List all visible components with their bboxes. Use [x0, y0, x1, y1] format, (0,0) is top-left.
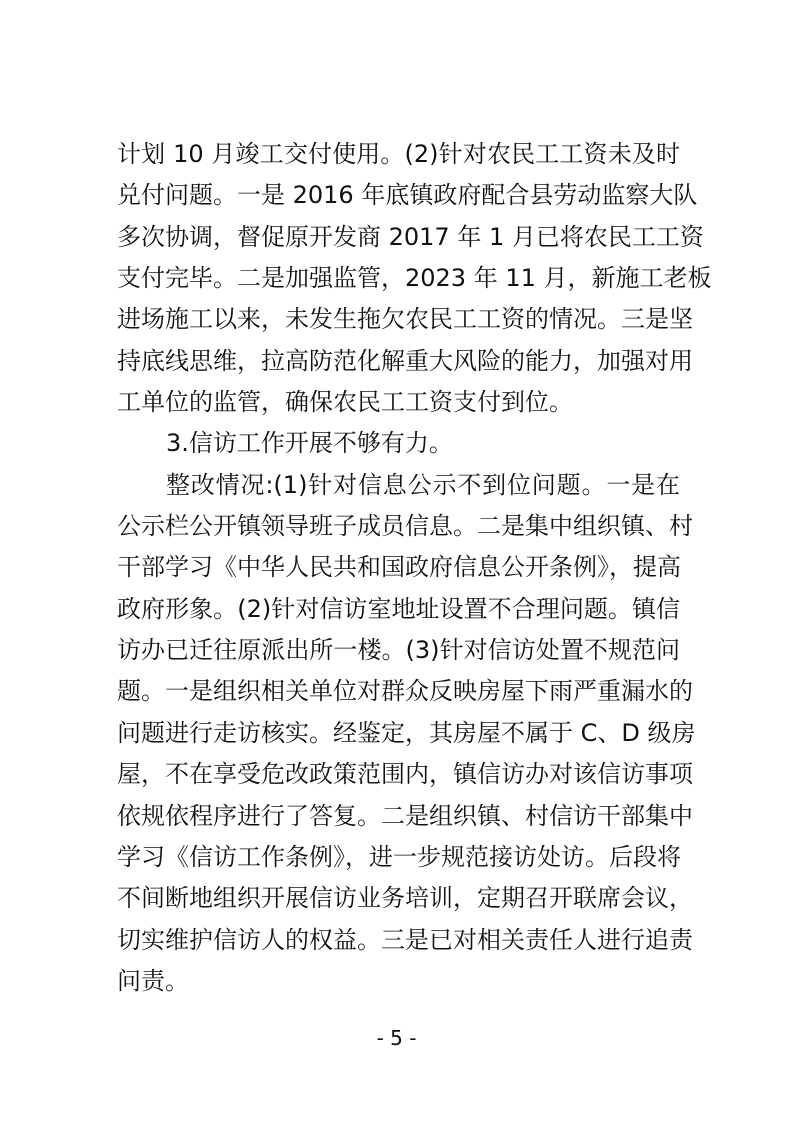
document-body: [117, 134, 712, 1002]
text-line: 持底线思维，拉高防范化解重大风险的能力，加强对用: [117, 346, 693, 375]
section-heading: [117, 423, 680, 464]
text-line: 屋，不在享受危改政策范围内，镇信访办对该信访事项: [117, 760, 693, 789]
text-line: 整改情况:(1)针对信息公示不到位问题。一是在: [166, 470, 680, 499]
text-line: 支付完毕。二是加强监管，2023 年 11 月，新施工老板: [117, 264, 712, 293]
text-line: 兑付问题。一是 2016 年底镇政府配合县劳动监察大队: [117, 181, 698, 210]
text-line: 问题进行走访核实。经鉴定，其房屋不属于 C、D 级房: [117, 718, 696, 747]
text-line: 访办已迁往原派出所一楼。(3)针对信访处置不规范问: [117, 636, 680, 665]
text-line: 工单位的监管，确保农民工工资支付到位。: [117, 388, 573, 417]
page-number: - 5 -: [376, 1026, 417, 1050]
heading-text: 3.信访工作开展不够有力。: [166, 429, 453, 458]
text-line: 题。一是组织相关单位对群众反映房屋下雨严重漏水的: [117, 677, 693, 706]
text-line: 计划 10 月竣工交付使用。(2)针对农民工工资未及时: [117, 140, 680, 168]
text-line: 学习《信访工作条例》，进一步规范接访处访。后段将: [117, 842, 681, 871]
text-line: 切实维护信访人的权益。三是已对相关责任人进行追责: [117, 925, 693, 954]
text-line: 政府形象。(2)针对信访室地址设置不合理问题。镇信: [117, 594, 680, 623]
paragraph-wage-rectification: [117, 134, 712, 423]
text-line: 干部学习《中华人民共和国政府信息公开条例》，提高: [117, 553, 681, 582]
text-line: 不间断地组织开展信访业务培训，定期召开联席会议，: [117, 884, 693, 913]
text-line: 进场施工以来，未发生拖欠农民工工资的情况。三是坚: [117, 305, 693, 334]
text-line: 问责。: [117, 966, 189, 995]
paragraph-petition-rectification: [117, 465, 696, 1002]
text-line: 多次协调，督促原开发商 2017 年 1 月已将农民工工资: [117, 222, 704, 251]
text-line: 公示栏公开镇领导班子成员信息。二是集中组织镇、村: [117, 512, 693, 541]
text-line: 依规依程序进行了答复。二是组织镇、村信访干部集中: [117, 801, 693, 830]
